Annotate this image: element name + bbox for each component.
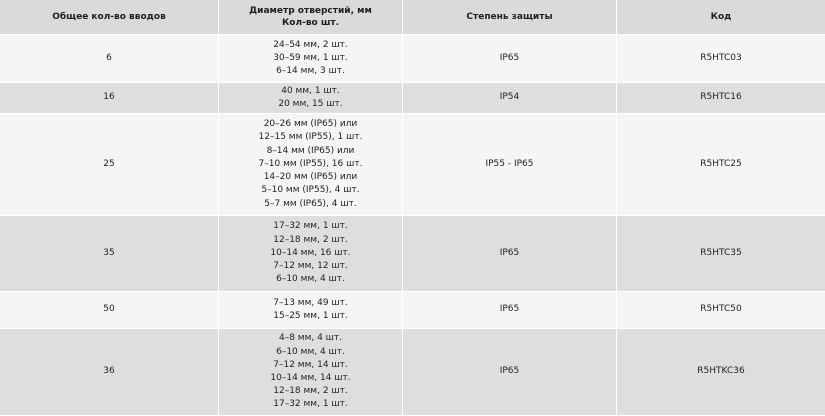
- table-header-row: [0, 0, 825, 35]
- cell-total: 16: [103, 92, 115, 103]
- table-row: [0, 216, 825, 292]
- table-row: [0, 292, 825, 329]
- table-row: [0, 83, 825, 114]
- cell-code: R5HTC25: [616, 114, 825, 215]
- cell-diameters: 7–13 мм, 49 шт. 15–25 мм, 1 шт.: [218, 292, 402, 328]
- cell-total: 50: [103, 304, 115, 315]
- cell-total: 35: [103, 247, 115, 258]
- cell-diameters: 20–26 мм (IP65) или 12–15 мм (IP55), 1 шт. 8–14 мм (IP65) или 7–10 мм (IP55), 16 шт. 14–20 мм (IP65) или 5–10 мм (IP55), 4 шт. 5–7 мм (IP65), 4 шт.: [218, 114, 402, 215]
- header-code: Код: [616, 0, 825, 34]
- cell-protection: IP65: [402, 35, 616, 82]
- cell-diameters: 17–32 мм, 1 шт. 12–18 мм, 2 шт. 10–14 мм, 16 шт. 7–12 мм, 12 шт. 6–10 мм, 4 шт.: [218, 216, 402, 291]
- cell-diameters: 4–8 мм, 4 шт. 6–10 мм, 4 шт. 7–12 мм, 14 шт. 10–14 мм, 14 шт. 12–18 мм, 2 шт. 17–32 мм, 1 шт.: [218, 329, 402, 415]
- cell-code: R5HTC16: [616, 83, 825, 113]
- cell-protection: IP55 - IP65: [402, 114, 616, 215]
- cell-diameters: 24–54 мм, 2 шт. 30–59 мм, 1 шт. 6–14 мм, 3 шт.: [218, 35, 402, 82]
- cell-total: 25: [103, 158, 115, 169]
- cell-code: R5HTC50: [616, 292, 825, 328]
- table-row: [0, 114, 825, 216]
- cell-code: R5HTKC36: [616, 329, 825, 415]
- header-total-inputs: Общее кол-во вводов: [52, 12, 166, 22]
- cell-code: R5HTC03: [616, 35, 825, 82]
- cell-protection: IP65: [402, 216, 616, 291]
- table-row: [0, 35, 825, 83]
- table-row: [0, 329, 825, 416]
- cell-code: R5HTC35: [616, 216, 825, 291]
- cell-total: 36: [103, 366, 115, 377]
- cell-protection: IP54: [402, 83, 616, 113]
- cell-protection: IP65: [402, 292, 616, 328]
- cell-diameters: 40 мм, 1 шт. 20 мм, 15 шт.: [218, 83, 402, 113]
- cell-total: 6: [106, 52, 112, 63]
- cell-protection: IP65: [402, 329, 616, 415]
- header-protection-degree: Степень защиты: [402, 0, 616, 34]
- header-hole-diameter: Диаметр отверстий, мм Кол-во шт.: [218, 0, 402, 34]
